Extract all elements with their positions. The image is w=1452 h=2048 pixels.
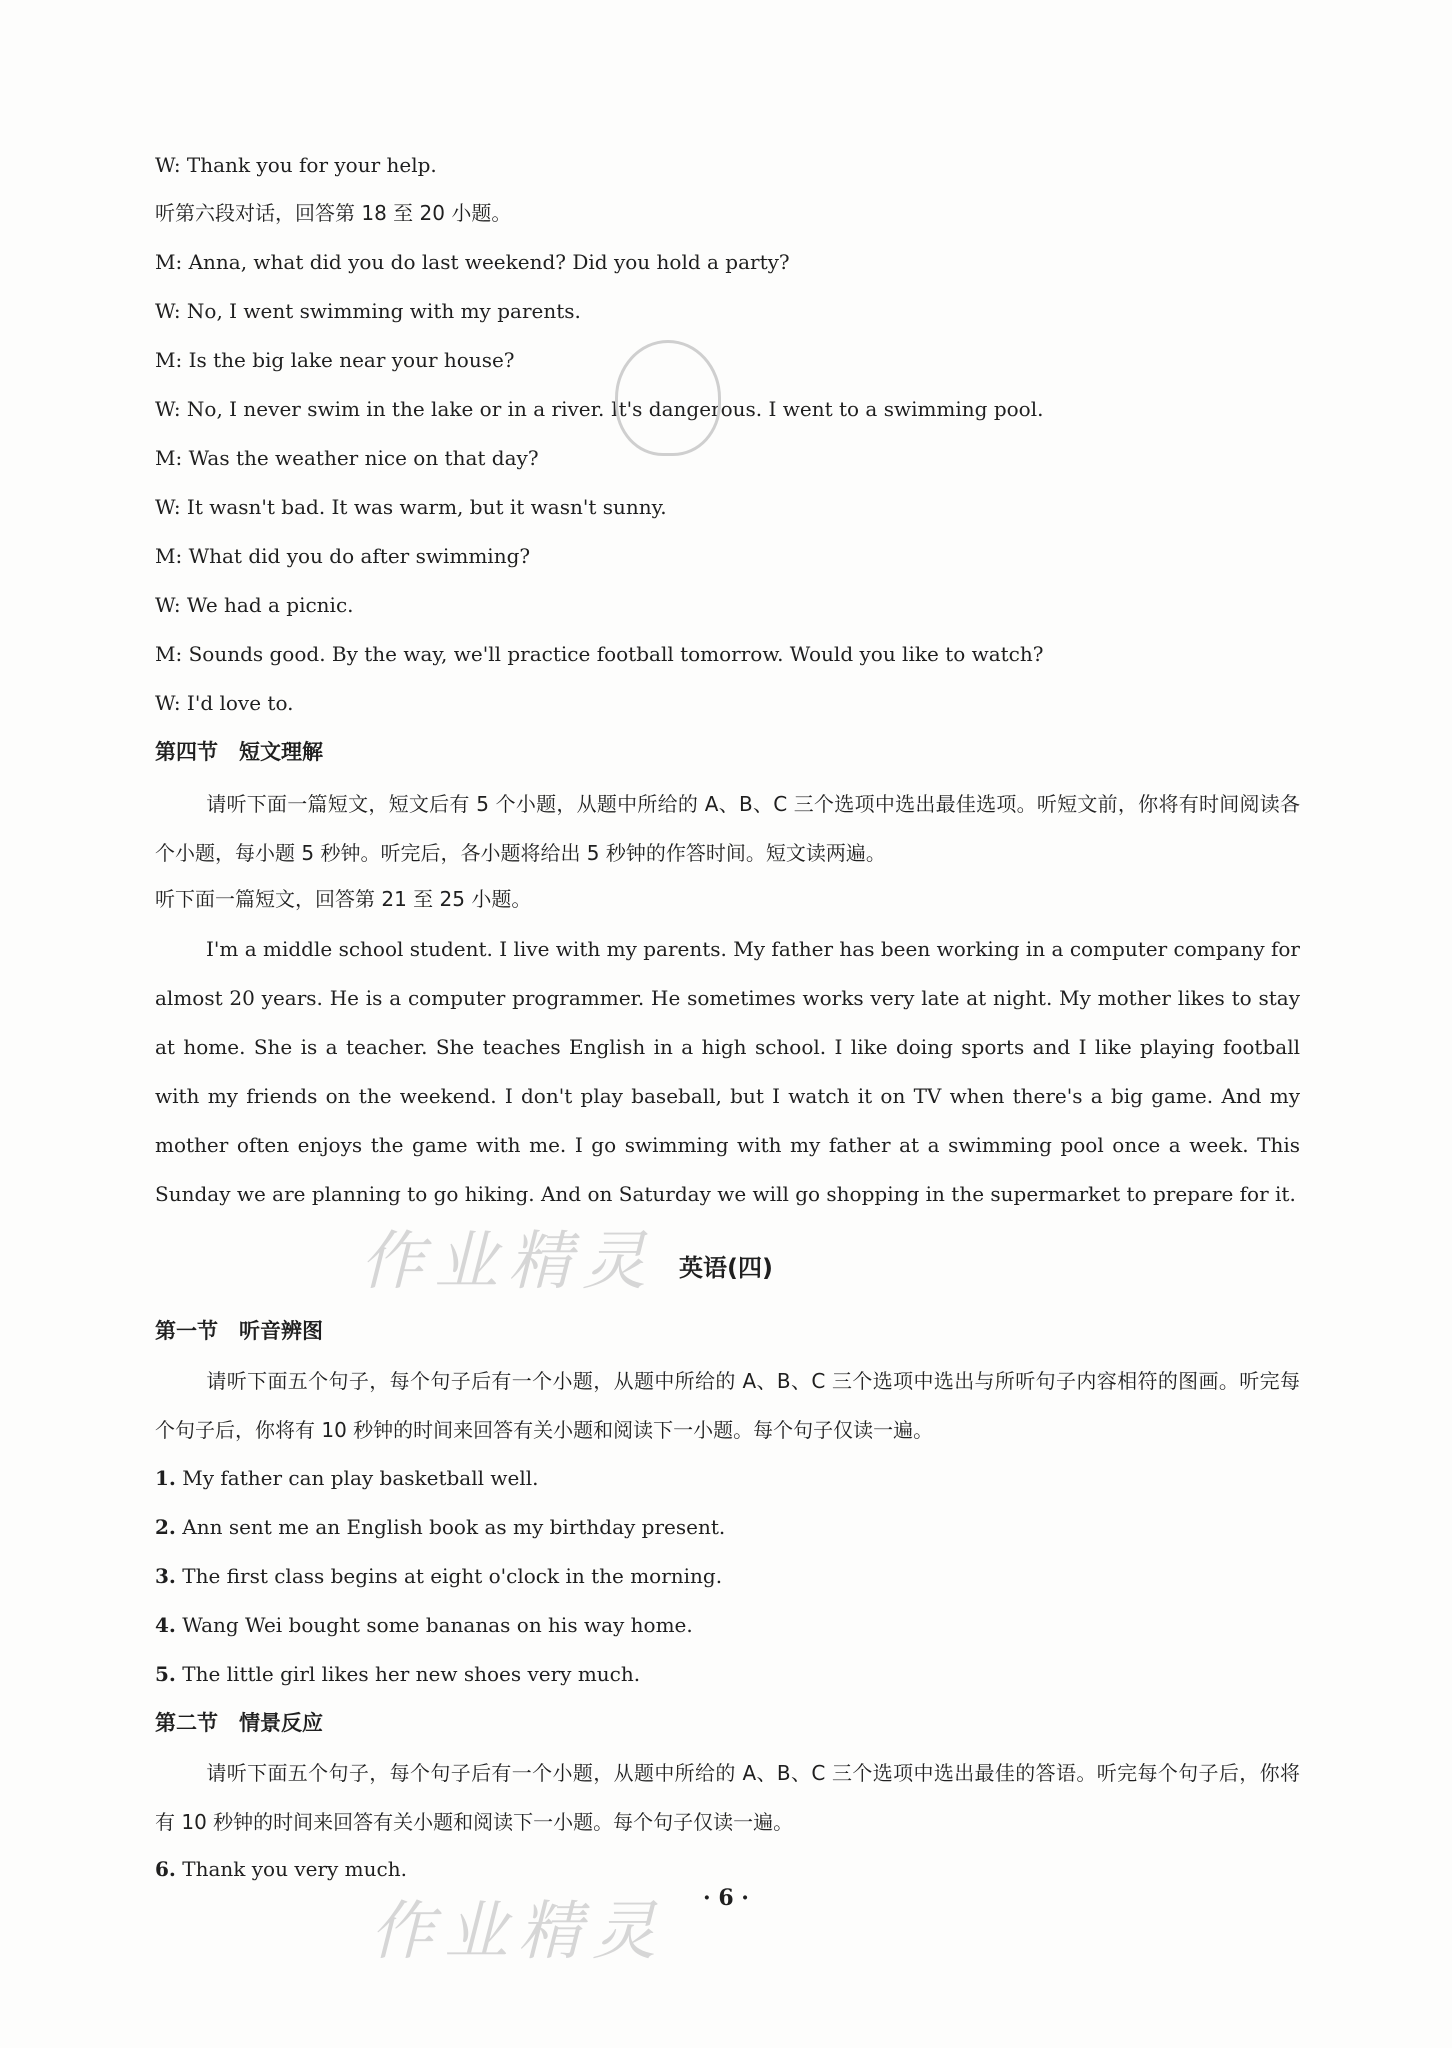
section-heading: 第一节 听音辨图 <box>155 1319 323 1343</box>
dialogue-line: M: Was the weather nice on that day? <box>155 446 539 470</box>
watermark-text: 作业精灵 <box>370 1895 666 1969</box>
section-heading: 第二节 情景反应 <box>155 1711 323 1735</box>
watermark-text: 作业精灵 <box>360 1225 656 1299</box>
dialogue-line: W: It wasn't bad. It was warm, but it wasn't sunny. <box>155 495 667 519</box>
dialogue-line: W: No, I went swimming with my parents. <box>155 299 581 323</box>
list-item: 2. Ann sent me an English book as my birthday present. <box>155 1515 726 1539</box>
list-item: 4. Wang Wei bought some bananas on his way home. <box>155 1613 693 1637</box>
page-number: · 6 · <box>703 1885 749 1911</box>
listening-prompt: 听下面一篇短文，回答第 21 至 25 小题。 <box>155 887 532 911</box>
dialogue-line: M: Is the big lake near your house? <box>155 348 515 372</box>
passage-text: I'm a middle school student. I live with my parents. My father has been working in a computer company for almost 20 years. He is a computer programmer. He sometimes works very late at night. My mother likes to stay at home. She is a teacher. She teaches English in a high school. I like doing sports and I like playing football with my friends on the weekend. I don't play baseball, but I watch it on TV when there's a big game. And my mother often enjoys the game with me. I go swimming with my father at a swimming pool once a week. This Sunday we are planning to go hiking. And on Saturday we will go shopping in the supermarket to prepare for it. <box>155 937 1300 1206</box>
dialogue-line: W: We had a picnic. <box>155 593 354 617</box>
listening-prompt: 听第六段对话，回答第 18 至 20 小题。 <box>155 201 512 225</box>
dialogue-line: W: I'd love to. <box>155 691 294 715</box>
section-heading: 第四节 短文理解 <box>155 740 323 764</box>
watermark-stamp <box>615 340 721 456</box>
section-instruction: 请听下面五个句子，每个句子后有一个小题，从题中所给的 A、B、C 三个选项中选出与所听句子内容相符的图画。听完每个句子后，你将有 10 秒钟的时间来回答有关小题和阅读下一小题。每个句子仅读一遍。 <box>155 1369 1300 1442</box>
list-item: 1. My father can play basketball well. <box>155 1466 539 1490</box>
list-item: 6. Thank you very much. <box>155 1857 407 1881</box>
section-instruction: 请听下面一篇短文，短文后有 5 个小题，从题中所给的 A、B、C 三个选项中选出最佳选项。听短文前，你将有时间阅读各个小题，每小题 5 秒钟。听完后，各小题将给出 5 秒钟的作答时间。短文读两遍。 <box>155 792 1300 865</box>
dialogue-line: M: What did you do after swimming? <box>155 544 531 568</box>
dialogue-line: W: Thank you for your help. <box>155 153 437 177</box>
list-item: 5. The little girl likes her new shoes very much. <box>155 1662 641 1686</box>
list-item: 3. The first class begins at eight o'clock in the morning. <box>155 1564 723 1588</box>
dialogue-line: M: Anna, what did you do last weekend? Did you hold a party? <box>155 250 790 274</box>
dialogue-line: W: No, I never swim in the lake or in a river. It's dangerous. I went to a swimming pool. <box>155 397 1044 421</box>
page-title: 英语(四) <box>679 1254 773 1282</box>
section-instruction: 请听下面五个句子，每个句子后有一个小题，从题中所给的 A、B、C 三个选项中选出最佳的答语。听完每个句子后，你将有 10 秒钟的时间来回答有关小题和阅读下一小题。每个句子仅读一遍。 <box>155 1761 1300 1834</box>
dialogue-line: M: Sounds good. By the way, we'll practice football tomorrow. Would you like to watch? <box>155 642 1044 666</box>
